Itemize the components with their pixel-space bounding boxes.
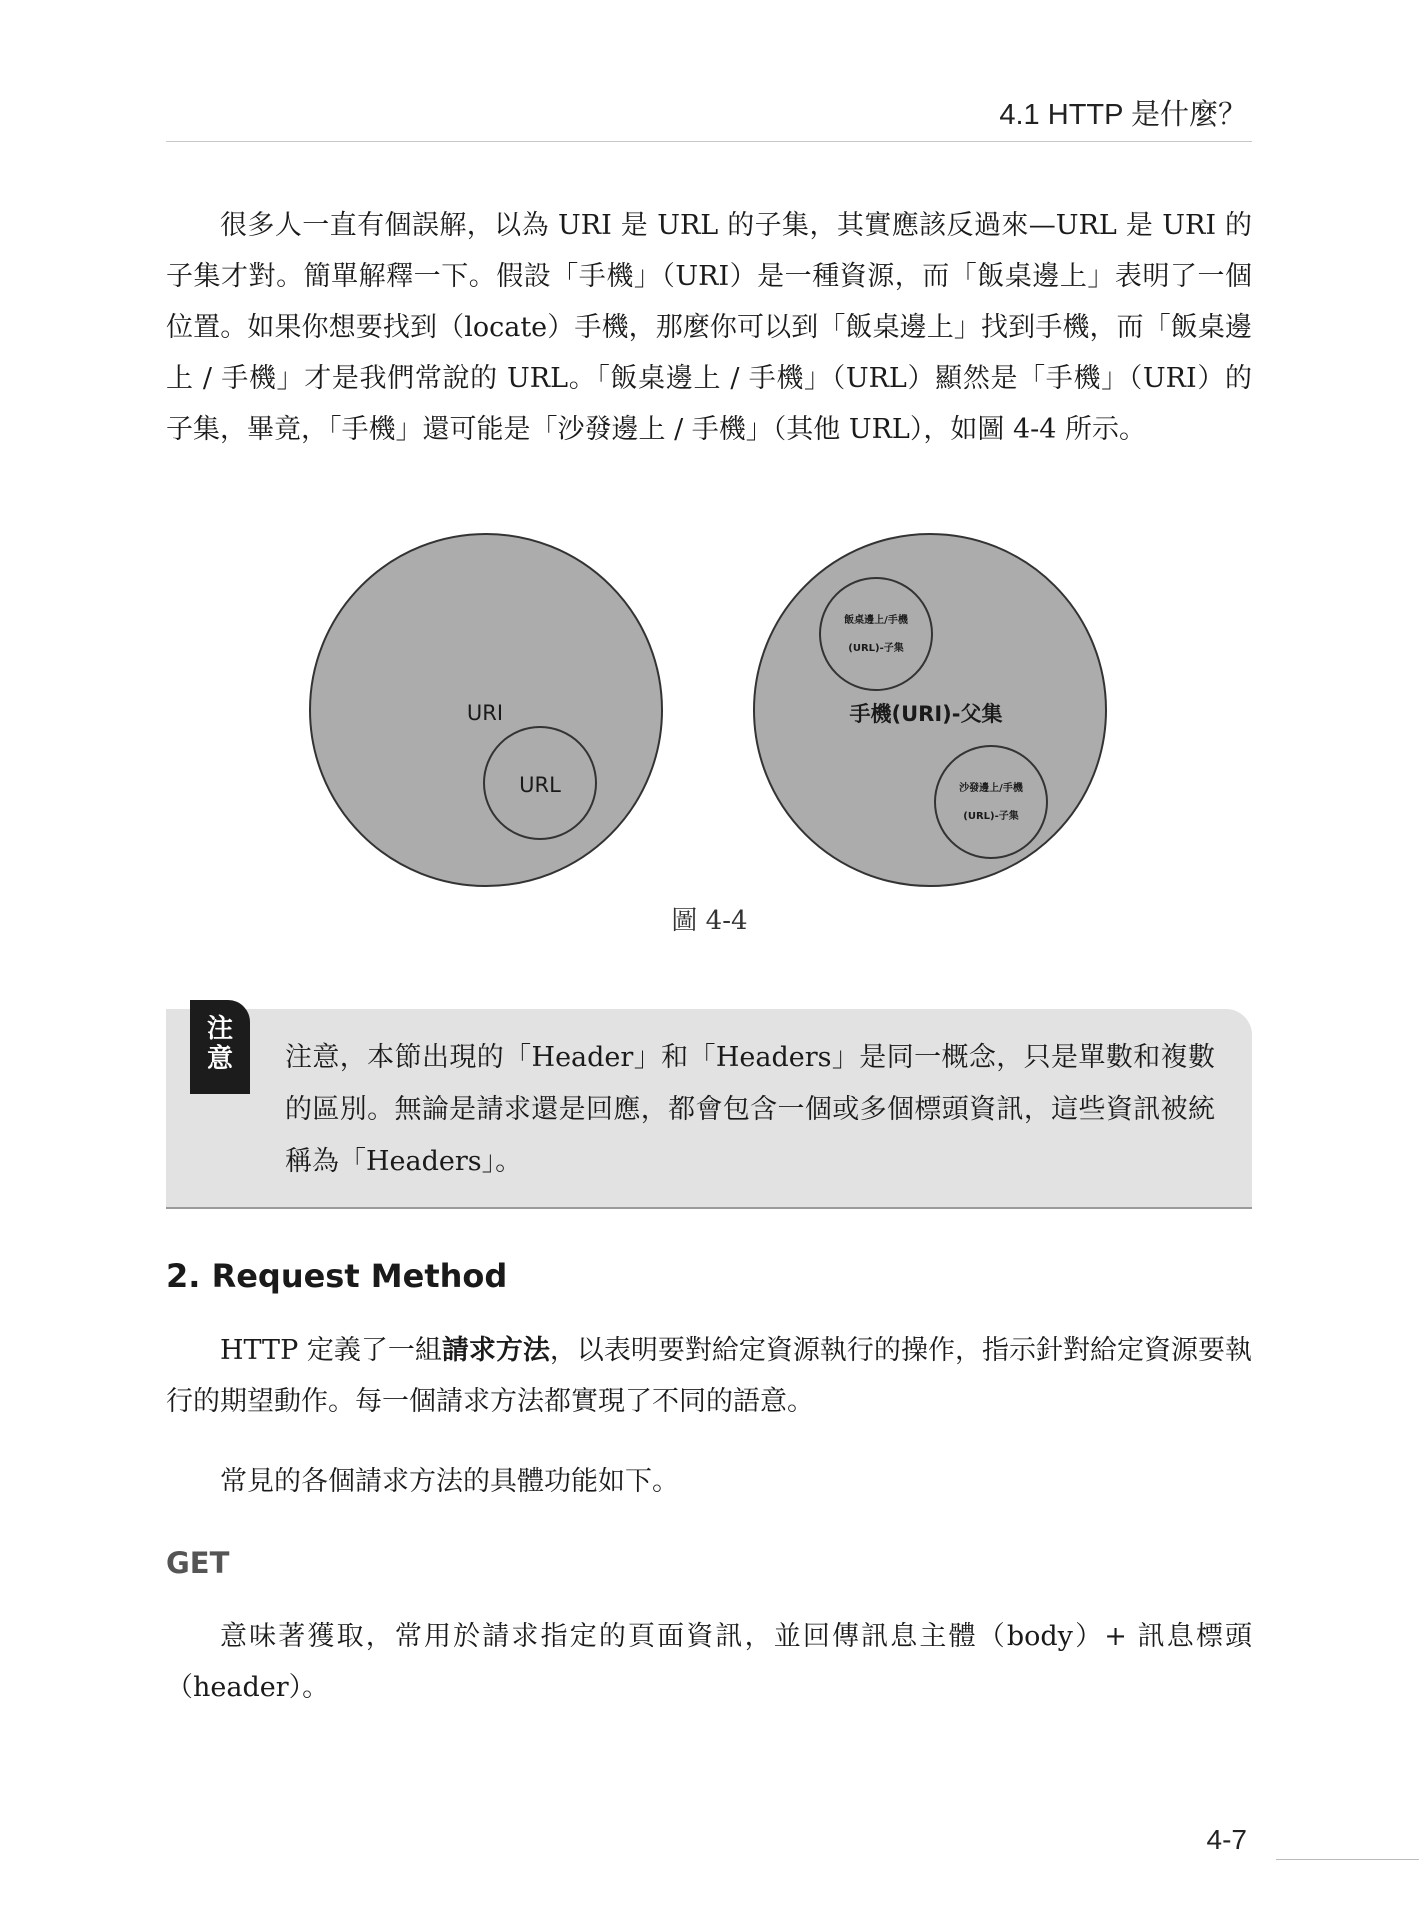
section-heading: 2. Request Method: [166, 1257, 508, 1295]
note-tab-label-line1: 注: [206, 1014, 233, 1044]
methods-intro-paragraph: 常見的各個請求方法的具體功能如下。: [220, 1466, 679, 1497]
note-tab-label-line2: 意: [206, 1044, 233, 1074]
paragraph-text-start: HTTP 定義了一組: [220, 1335, 442, 1366]
sofa-url-label-line1: 沙發邊上/手機: [959, 783, 1023, 794]
note-tab: [190, 1000, 250, 1094]
figure-caption: 圖 4-4: [671, 906, 748, 936]
phone-uri-label: 手機(URI)-父集: [849, 702, 1003, 726]
bold-term-request-methods: 請求方法: [441, 1335, 550, 1366]
url-label: URL: [519, 773, 561, 797]
get-paragraph: 意味著獲取，常用於請求指定的頁面資訊，並回傳訊息主體（body）+ 訊息標頭（header）。: [166, 1621, 1252, 1703]
uri-label: URI: [466, 701, 504, 725]
table-url-circle: [820, 578, 932, 690]
note-text: 注意，本節出現的「Header」和「Headers」是同一概念，只是單數和複數的區別。無論是請求還是回應，都會包含一個或多個標頭資訊，這些資訊被統稱為「Headers」。: [285, 1042, 1215, 1177]
request-method-paragraph: [166, 1325, 1252, 1427]
sofa-url-label-line2: (URL)-子集: [963, 811, 1019, 822]
sofa-url-circle: [935, 746, 1047, 858]
footer-divider: [1276, 1859, 1419, 1860]
paragraph-text-end: ，以表明要對給定資源執行的操作，指示針對給定資源要執行的期望動作。每一個請求方法都實現了不同的語意。: [166, 1335, 1252, 1417]
running-header: 4.1 HTTP 是什麼？: [999, 99, 1247, 131]
header-divider: [166, 141, 1252, 142]
intro-paragraph: 很多人一直有個誤解，以為 URI 是 URL 的子集，其實應該反過來—URL 是 URI 的子集才對。簡單解釋一下。假設「手機」（URI）是一種資源，而「飯桌邊上」表明了一個位置。如果你想要找到（locate）手機，那麼你可以到「飯桌邊上」找到手機，而「飯桌邊上 / 手機」才是我們常說的 URL。「飯桌邊上 / 手機」（URL）顯然是「手機」（URI）的子集，畢竟，「手機」還可能是「沙發邊上 / 手機」（其他 URL），如圖 4-4 所示。: [166, 210, 1252, 445]
page-number: 4-7: [1206, 1824, 1247, 1855]
figure-uri-url-venn: [300, 530, 1120, 890]
get-heading: GET: [166, 1546, 230, 1580]
table-url-label-line2: (URL)-子集: [848, 643, 904, 654]
table-url-label-line1: 飯桌邊上/手機: [844, 615, 908, 626]
